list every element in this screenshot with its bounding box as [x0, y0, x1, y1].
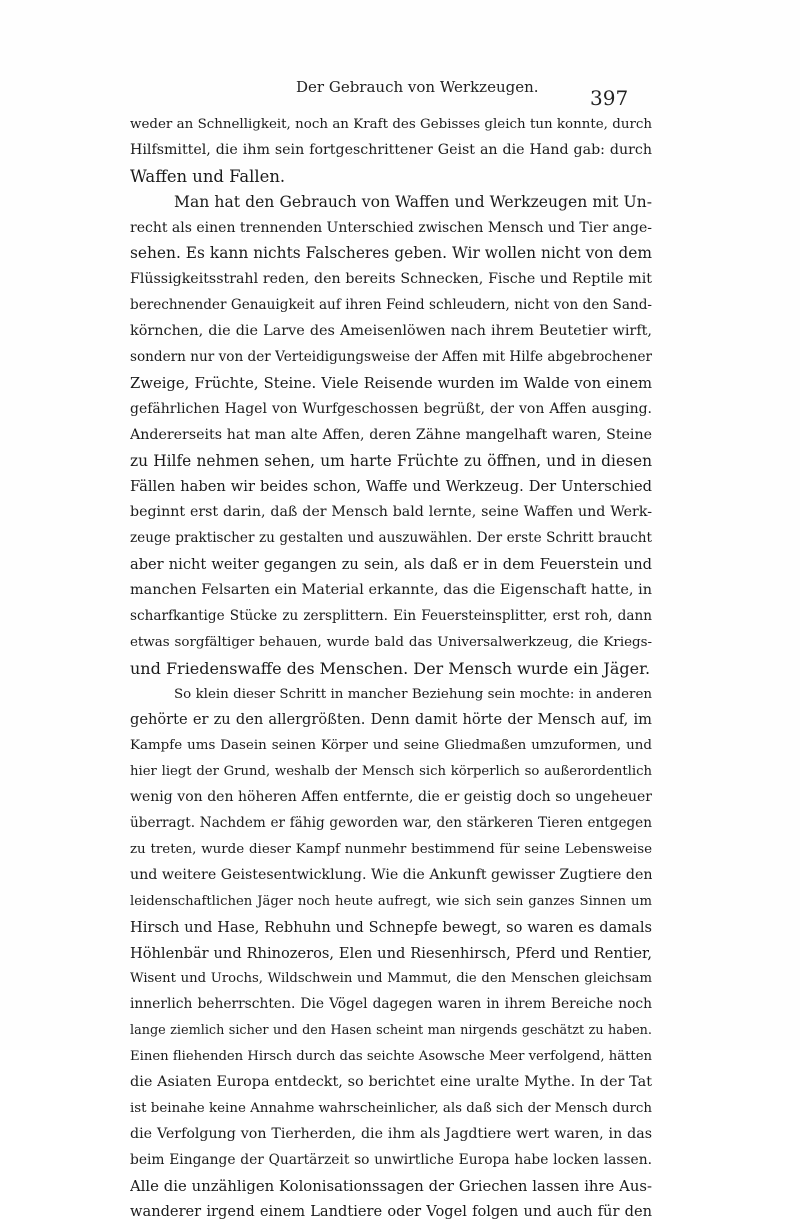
text-line: Andererseits hat man alte Affen, deren Zähne mangelhaft waren, Steine	[130, 426, 652, 443]
text-line: aber nicht weiter gegangen zu sein, als daß er in dem Feuerstein und	[130, 556, 652, 574]
text-line: weder an Schnelligkeit, noch an Kraft des Gebisses gleich tun konnte, durch	[130, 117, 652, 132]
paragraph-1	[130, 112, 652, 190]
text-line: beim Eingange der Quartärzeit so unwirtliche Europa habe locken lassen.	[130, 1151, 652, 1168]
text-line: Höhlenbär und Rhinozeros, Elen und Riesenhirsch, Pferd und Rentier,	[130, 944, 652, 962]
text-line: überragt. Nachdem er fähig geworden war, den stärkeren Tieren entgegen	[130, 815, 652, 832]
text-line: innerlich beherrschten. Die Vögel dagegen waren in ihrem Bereiche noch	[130, 996, 652, 1013]
text-line: lange ziemlich sicher und den Hasen scheint man nirgends geschätzt zu haben.	[130, 1023, 652, 1039]
text-line: und weitere Geistesentwicklung. Wie die Ankunft gewisser Zugtiere den	[130, 866, 652, 883]
running-head	[0, 78, 800, 110]
text-line: zu Hilfe nehmen sehen, um harte Früchte zu öffnen, und in diesen	[130, 451, 652, 470]
text-line: leidenschaftlichen Jäger noch heute aufregt, wie sich sein ganzes Sinnen um	[130, 893, 652, 909]
text-line: zu treten, wurde dieser Kampf nunmehr bestimmend für seine Lebensweise	[130, 841, 652, 857]
text-line: recht als einen trennenden Unterschied zwischen Mensch und Tier ange-	[130, 219, 652, 236]
text-line: gefährlichen Hagel von Wurfgeschossen begrüßt, der von Affen ausging.	[130, 400, 652, 417]
text-line: beginnt erst darin, daß der Mensch bald lernte, seine Waffen und Werk-	[130, 504, 652, 521]
text-line: körnchen, die die Larve des Ameisenlöwen nach ihrem Beutetier wirft,	[130, 323, 652, 340]
paragraph-2	[130, 190, 652, 682]
text-line: etwas sorgfältiger behauen, wurde bald das Universalwerkzeug, die Kriegs-	[130, 634, 652, 650]
text-line: berechnender Genauigkeit auf ihren Feind schleudern, nicht von den Sand-	[130, 297, 652, 314]
page-number: 397	[590, 86, 629, 110]
text-line: sondern nur von der Verteidigungsweise der Affen mit Hilfe abgebrochener	[130, 349, 652, 366]
running-head-title: Der Gebrauch von Werkzeugen.	[296, 78, 539, 96]
text-line: Fällen haben wir beides schon, Waffe und Werkzeug. Der Unterschied	[130, 478, 652, 496]
text-line: gehörte er zu den allergrößten. Denn damit hörte der Mensch auf, im	[130, 711, 652, 729]
text-line: Kampfe ums Dasein seinen Körper und seine Gliedmaßen umzuformen, und	[130, 738, 652, 754]
text-line: hier liegt der Grund, weshalb der Mensch sich körperlich so außerordentlich	[130, 764, 652, 780]
text-line: Waffen und Fallen.	[130, 166, 286, 186]
body-text	[130, 112, 652, 1225]
text-line: Man hat den Gebrauch von Waffen und Werkzeugen mit Un-	[174, 192, 652, 211]
text-line: Hilfsmittel, die ihm sein fortgeschrittener Geist an die Hand gab: durch	[130, 141, 652, 158]
text-line: manchen Felsarten ein Material erkannte, das die Eigenschaft hatte, in	[130, 582, 652, 599]
text-line: Flüssigkeitsstrahl reden, den bereits Schnecken, Fische und Reptile mit	[130, 271, 652, 288]
text-line: die Asiaten Europa entdeckt, so berichtet eine uralte Mythe. In der Tat	[130, 1073, 652, 1090]
text-line: wenig von den höheren Affen entfernte, die er geistig doch so ungeheuer	[130, 789, 652, 806]
text-line: Einen fliehenden Hirsch durch das seichte Asowsche Meer verfolgend, hätten	[130, 1049, 652, 1065]
text-line: scharfkantige Stücke zu zersplittern. Ein Feuersteinsplitter, erst roh, dann	[130, 607, 652, 624]
text-line: So klein dieser Schritt in mancher Beziehung sein mochte: in anderen	[174, 686, 652, 702]
paragraph-3	[130, 682, 652, 1225]
text-line: Zweige, Früchte, Steine. Viele Reisende wurden im Walde von einem	[130, 374, 652, 392]
text-line: Alle die unzähligen Kolonisationssagen der Griechen lassen ihre Aus-	[130, 1177, 652, 1195]
text-line: zeuge praktischer zu gestalten und auszuwählen. Der erste Schritt braucht	[130, 530, 652, 547]
text-line: wanderer irgend einem Landtiere oder Vogel folgen und auch für den	[130, 1203, 652, 1221]
text-line: ist beinahe keine Annahme wahrscheinlicher, als daß sich der Mensch durch	[130, 1100, 652, 1116]
text-line: und Friedenswaffe des Menschen. Der Mensch wurde ein Jäger.	[130, 658, 651, 678]
text-line: sehen. Es kann nichts Falscheres geben. Wir wollen nicht von dem	[130, 244, 652, 263]
text-line: die Verfolgung von Tierherden, die ihm als Jagdtiere wert waren, in das	[130, 1125, 652, 1142]
text-line: Wisent und Urochs, Wildschwein und Mammut, die den Menschen gleichsam	[130, 971, 652, 987]
text-line: Hirsch und Hase, Rebhuhn und Schnepfe bewegt, so waren es damals	[130, 918, 652, 936]
